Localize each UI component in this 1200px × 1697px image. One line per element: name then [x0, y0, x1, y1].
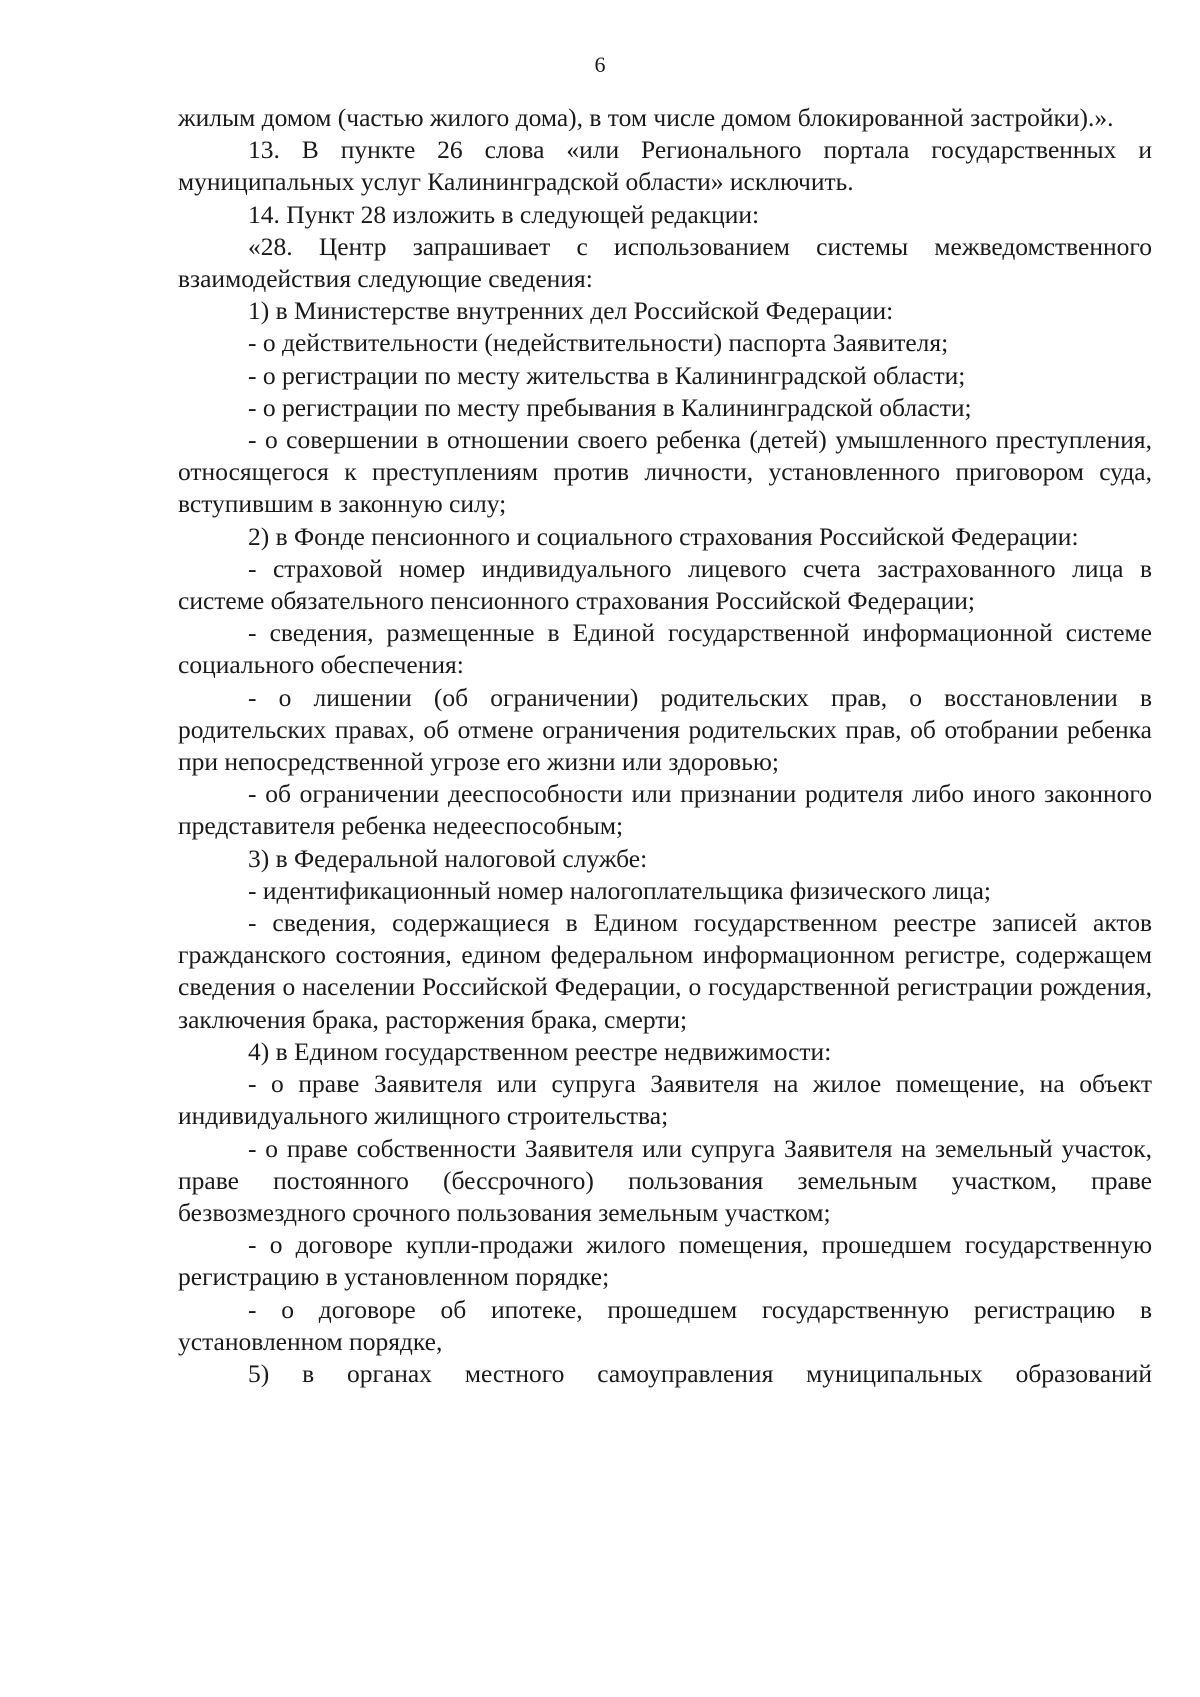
paragraph: 1) в Министерстве внутренних дел Российской Федерации:	[248, 296, 894, 326]
paragraph: 4) в Едином государственном реестре недвижимости:	[248, 1036, 832, 1066]
paragraph: - сведения, размещенные в Единой государственной информационной системе социального обеспечения:	[178, 618, 1152, 680]
paragraph: - о регистрации по месту пребывания в Калининградской области;	[248, 392, 972, 422]
paragraph: - об ограничении дееспособности или признании родителя либо иного законного представителя ребенка недееспособным;	[178, 779, 1152, 841]
paragraph: жилым домом (частью жилого дома), в том числе домом блокированной застройки).».	[178, 103, 1114, 132]
paragraph: 14. Пункт 28 изложить в следующей редакции:	[248, 199, 760, 229]
paragraph: - о договоре купли-продажи жилого помещения, прошедшем государственную регистрацию в установленном порядке;	[178, 1230, 1152, 1292]
paragraph: «28. Центр запрашивает с использованием системы межведомственного взаимодействия следующие сведения:	[178, 231, 1152, 294]
paragraph: - о праве Заявителя или супруга Заявителя на жилое помещение, на объект индивидуального жилищного строительства;	[178, 1069, 1152, 1131]
paragraph: - страховой номер индивидуального лицевого счета застрахованного лица в системе обязательного пенсионного страхования Российской Федерации;	[178, 553, 1152, 616]
paragraph: 2) в Фонде пенсионного и социального страхования Российской Федерации:	[248, 521, 1079, 551]
paragraph: - о лишении (об ограничении) родительских прав, о восстановлении в родительских правах, об отмене ограничения родительских прав, об отобрании ребенка при непосредственной угрозе его жизни или здоровью;	[178, 682, 1152, 777]
paragraph: - о регистрации по месту жительства в Калининградской области;	[248, 360, 966, 390]
paragraph: - о праве собственности Заявителя или супруга Заявителя на земельный участок, праве постоянного (бессрочного) пользования земельным участком, праве безвозмездного срочного пользования земельным участком;	[178, 1133, 1152, 1227]
paragraph: 13. В пункте 26 слова «или Регионального портала государственных и муниципальных услуг Калининградской области» исключить.	[178, 135, 1152, 197]
paragraph: - идентификационный номер налогоплательщика физического лица;	[248, 875, 991, 905]
paragraph: 3) в Федеральной налоговой службе:	[248, 843, 648, 873]
paragraph: - о действительности (недействительности) паспорта Заявителя;	[248, 328, 949, 358]
document-body	[178, 102, 1152, 1390]
paragraph: 5) в органах местного самоуправления муниципальных образований	[248, 1358, 1152, 1388]
paragraph: - сведения, содержащиеся в Едином государственном реестре записей актов гражданского состояния, едином федеральном информационном регистре, содержащем сведения о населении Российской Федерации, о государственной регистрации рождения, заключения брака, расторжения брака, смерти;	[178, 908, 1152, 1034]
page-number: 6	[594, 52, 606, 77]
paragraph: - о совершении в отношении своего ребенка (детей) умышленного преступления, относящегося к преступлениям против личности, установленного приговором суда, вступившим в законную силу;	[178, 425, 1152, 519]
paragraph: - о договоре об ипотеке, прошедшем государственную регистрацию в установленном порядке,	[178, 1294, 1152, 1356]
